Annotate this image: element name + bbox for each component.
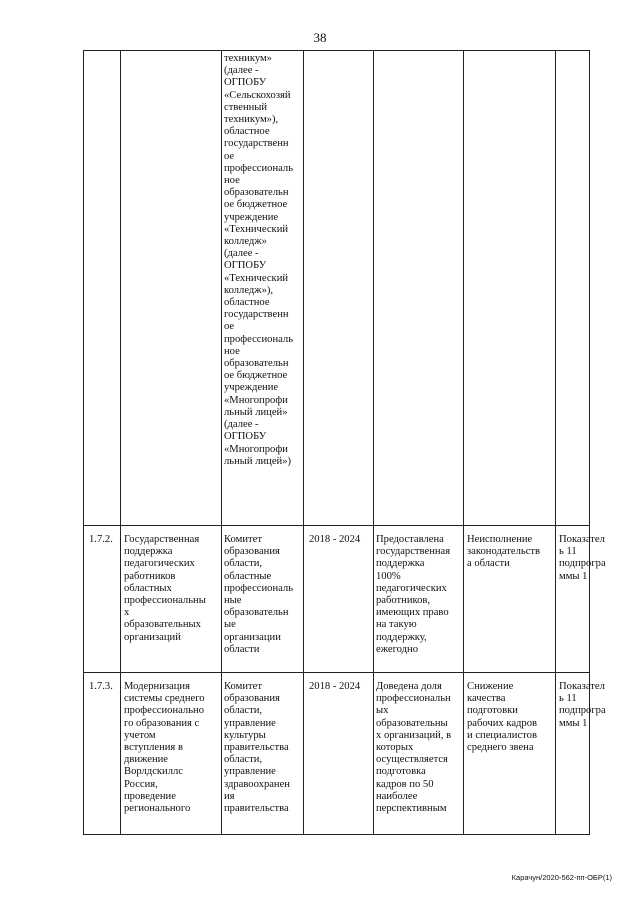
consequence-cell: Неисполнение законодательств а области xyxy=(467,534,541,570)
measure-name-cell: Государственная поддержка педагогических работников областных профессиональны х образовательных организаций xyxy=(124,534,206,643)
column-divider xyxy=(463,50,464,835)
table-border-left xyxy=(83,50,84,835)
period-cell: 2018 - 2024 xyxy=(309,534,361,545)
indicator-cell: Показател ь 11 подпрогра ммы 1 xyxy=(559,534,606,582)
row-number-cell: 1.7.3. xyxy=(89,681,113,692)
executor-cell: Комитет образования области, областные профессиональ ные образовательн ые организации области xyxy=(224,534,294,655)
measures-table xyxy=(83,50,606,835)
executor-cell: Комитет образования области, управление культуры правительства области, управление здравоохранен ия правительства xyxy=(224,681,290,815)
row-divider xyxy=(83,525,590,526)
table-border-bottom xyxy=(83,834,590,835)
executor-cell: техникум» (далее - ОГПОБУ «Сельскохозяй ственный техникум»), областное государственн ое профессиональ ное образовательн ое бюджетное учреждение «Технический колледж» (далее - ОГПОБУ «Технический колледж»), областное государственн ое профессиональ ное образовательн ое бюджетное учреждение «Многопрофи льный лицей» (далее - ОГПОБУ «Многопрофи льный лицей») xyxy=(224,53,294,467)
document-code: Карачун/2020-562-пп-ОБР(1) xyxy=(511,873,612,882)
page-number: 38 xyxy=(313,30,327,45)
column-divider xyxy=(303,50,304,835)
measure-name-cell: Модернизация системы среднего профессионально го образования с учетом вступления в движение Ворлдскиллс Россия, проведение регионального xyxy=(124,681,205,815)
table-border-right xyxy=(589,50,590,835)
result-cell: Доведена доля профессиональн ых образовательны х организаций, в которых осуществляется подготовка кадров по 50 наиболее перспективным xyxy=(376,681,452,815)
column-divider xyxy=(555,50,556,835)
row-divider xyxy=(83,672,590,673)
column-divider xyxy=(373,50,374,835)
row-number-cell: 1.7.2. xyxy=(89,534,113,545)
period-cell: 2018 - 2024 xyxy=(309,681,361,692)
column-divider xyxy=(120,50,121,835)
column-divider xyxy=(221,50,222,835)
result-cell: Предоставлена государственная поддержка 100% педагогических работников, имеющих право на такую поддержку, ежегодно xyxy=(376,534,451,655)
indicator-cell: Показател ь 11 подпрогра ммы 1 xyxy=(559,681,606,729)
consequence-cell: Снижение качества подготовки рабочих кадров и специалистов среднего звена xyxy=(467,681,538,754)
table-border-top xyxy=(83,50,590,51)
